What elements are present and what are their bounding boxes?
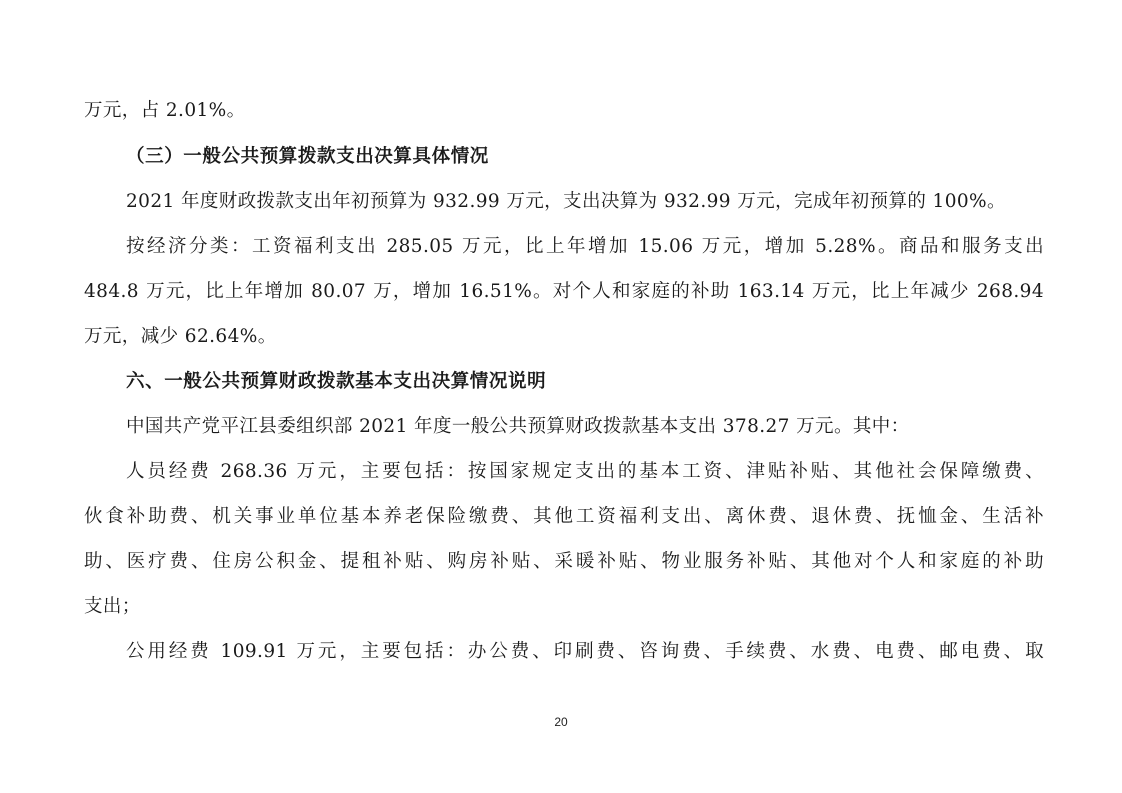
paragraph-line: 按经济分类：工资福利支出 285.05 万元，比上年增加 15.06 万元，增加 5.28%。商品和服务支出 [126, 236, 1044, 257]
paragraph-line: 助、医疗费、住房公积金、提租补贴、购房补贴、采暖补贴、物业服务补贴、其他对个人和家庭的补助 [84, 551, 1044, 572]
section-heading: （三）一般公共预算拨款支出决算具体情况 [126, 146, 489, 167]
paragraph-line: 中国共产党平江县委组织部 2021 年度一般公共预算财政拨款基本支出 378.27 万元。其中： [126, 416, 910, 437]
paragraph-line: 人员经费 268.36 万元，主要包括：按国家规定支出的基本工资、津贴补贴、其他社会保障缴费、 [126, 461, 1044, 482]
paragraph-line: 支出； [84, 596, 141, 617]
page-number: 20 [554, 715, 568, 729]
paragraph-line: 万元，减少 62.64%。 [84, 326, 277, 347]
section-heading: 六、一般公共预算财政拨款基本支出决算情况说明 [126, 371, 547, 392]
paragraph-line: 伙食补助费、机关事业单位基本养老保险缴费、其他工资福利支出、离休费、退休费、抚恤金、生活补 [84, 506, 1044, 527]
paragraph-line: 2021 年度财政拨款支出年初预算为 932.99 万元，支出决算为 932.99 万元，完成年初预算的 100%。 [126, 191, 1006, 212]
paragraph-line: 万元，占 2.01%。 [84, 100, 246, 121]
paragraph-line: 484.8 万元，比上年增加 80.07 万，增加 16.51%。对个人和家庭的补助 163.14 万元，比上年减少 268.94 [84, 281, 1044, 302]
paragraph-line: 公用经费 109.91 万元，主要包括：办公费、印刷费、咨询费、手续费、水费、电费、邮电费、取 [126, 641, 1044, 662]
